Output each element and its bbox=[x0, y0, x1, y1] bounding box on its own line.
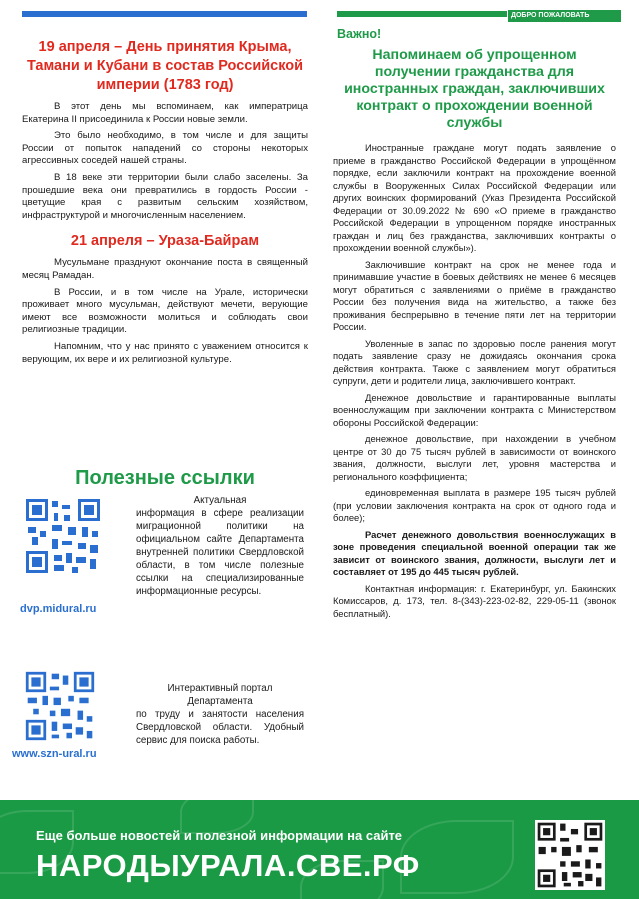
citizenship-paragraph-1: Иностранные граждане могут подать заявление о приеме в гражданство Российской Федерации в упрощённом порядке, если заключили контракт на прохождение военной службы в Вооруженных Силах Российской Федерации или других воинских формирований (Указ Президента Российской Федерации от 30.09.2022 № 690 «О приеме в гражданство Российской Федерации в упрощенном порядке иностранных граждан и лиц без гражданства, заключивших контракты о прохождении военной службы»). bbox=[333, 142, 616, 253]
dvp-description-body: информация в сфере реализации миграционной политики на официальном сайте Департамента внутренней политики Свердловской области, в том числе полезные ссылки на специализированные информационные ресурсы. bbox=[136, 508, 304, 597]
welcome-label: ДОБРО ПОЖАЛОВАТЬ bbox=[508, 10, 621, 22]
uraza-paragraph-1: Мусульмане празднуют окончание поста в священный месяц Рамадан. bbox=[22, 257, 308, 281]
contact-info: Контактная информация: г. Екатеринбург, ул. Бакинских Комиссаров, д. 173, тел. 8-(343)-223-02-82, 229-05-11 (звонок бесплатный). bbox=[333, 582, 616, 619]
footer-site-link[interactable]: НАРОДЫУРАЛА.СВЕ.РФ bbox=[36, 848, 420, 883]
top-right-green-bar bbox=[337, 11, 507, 17]
qr-code-szn[interactable] bbox=[24, 670, 96, 742]
citizenship-paragraph-6: единовременная выплата в размере 195 тысяч рублей (при условии заключения контракта на срок от одного года и более); bbox=[333, 487, 616, 523]
uraza-heading: 21 апреля – Ураза-Байрам bbox=[70, 233, 260, 250]
citizenship-paragraph-2: Заключившие контракт на срок не менее года и принимавшие участие в боевых действиях не менее 6 месяцев могут обратиться с заявлениями о приёме в гражданство России без получения вида на жительство, а также без проживания беспрерывно в течение пяти лет на территории России. bbox=[333, 258, 616, 332]
szn-url-label[interactable]: www.szn-ural.ru bbox=[12, 748, 97, 760]
uraza-paragraph-3: Напомним, что у нас принято с уважением относится к верующим, их вере и их религиозной культуре. bbox=[22, 340, 308, 365]
qr-code-dvp[interactable] bbox=[24, 497, 102, 575]
crimea-paragraph-1: В этот день мы вспоминаем, как императрица Екатерина II присоединила к России новые земли. bbox=[22, 101, 308, 125]
crimea-heading: 19 апреля – День принятия Крыма, Тамани и Кубани в состав Российской империи (1783 год) bbox=[26, 39, 304, 93]
dvp-description-first-line: Актуальная bbox=[193, 495, 247, 506]
szn-description-first-line: Интерактивный портал Департамента bbox=[167, 683, 273, 707]
footer-caption: Еще больше новостей и полезной информации на сайте bbox=[36, 828, 403, 843]
useful-links-title: Полезные ссылки bbox=[75, 467, 255, 489]
crimea-paragraph-3: В 18 веке эти территории были слабо заселены. За прошедшие века они превратились в гордость России - цветущие края с развитым сельским хозяйством, инфраструктурой и многочисленным населением. bbox=[22, 171, 308, 221]
top-left-blue-bar bbox=[22, 11, 307, 17]
footer-banner bbox=[0, 800, 639, 899]
important-label: Важно! bbox=[337, 27, 382, 41]
citizenship-heading: Напоминаем об упрощенном получении гражданства для иностранных граждан, заключивших контракт о прохождении военной службы bbox=[344, 47, 605, 131]
citizenship-paragraph-5: денежное довольствие, при нахождении в учебном центре от 30 до 75 тысяч рублей в зависимости от воинского звания, должности, выслуги лет, уровня мастерства и регионального коэффициента; bbox=[333, 433, 616, 482]
right-column bbox=[333, 22, 616, 624]
citizenship-paragraph-4: Денежное довольствие и гарантированные выплаты военнослужащим при заключении контракта с Министерством обороны Российской Федерации: bbox=[333, 391, 616, 428]
uraza-paragraph-2: В России, и в том числе на Урале, исторически проживает много мусульман, действуют мечети, верующие имеют все возможности молиться и соблюдать свои религиозные традиции. bbox=[22, 286, 308, 336]
szn-description-body: по труду и занятости населения Свердловской области. Удобный сервис для поиска работы. bbox=[136, 709, 304, 746]
dvp-url-label[interactable]: dvp.midural.ru bbox=[20, 603, 97, 615]
footer-qr-code[interactable] bbox=[535, 820, 605, 890]
citizenship-paragraph-7: Расчет денежного довольствия военнослужащих в зоне проведения специальной военной операции так же зависит от воинского звания, должности, выслуги лет и составляет от 195 до 445 тысяч рублей. bbox=[333, 528, 616, 577]
left-column bbox=[22, 38, 308, 370]
crimea-paragraph-2: Это было необходимо, в том числе и для защиты России от попыток нападений со стороны некоторых агрессивных соседей нашей страны. bbox=[22, 130, 308, 167]
szn-description bbox=[136, 682, 304, 747]
dvp-description bbox=[136, 494, 304, 598]
citizenship-paragraph-3: Уволенные в запас по здоровью после ранения могут подать заявление сразу не дожидаясь окончания срока действия контракта. Также с заявлением могут обратиться супруги, дети и родители лица, заключившего контракт. bbox=[333, 337, 616, 386]
